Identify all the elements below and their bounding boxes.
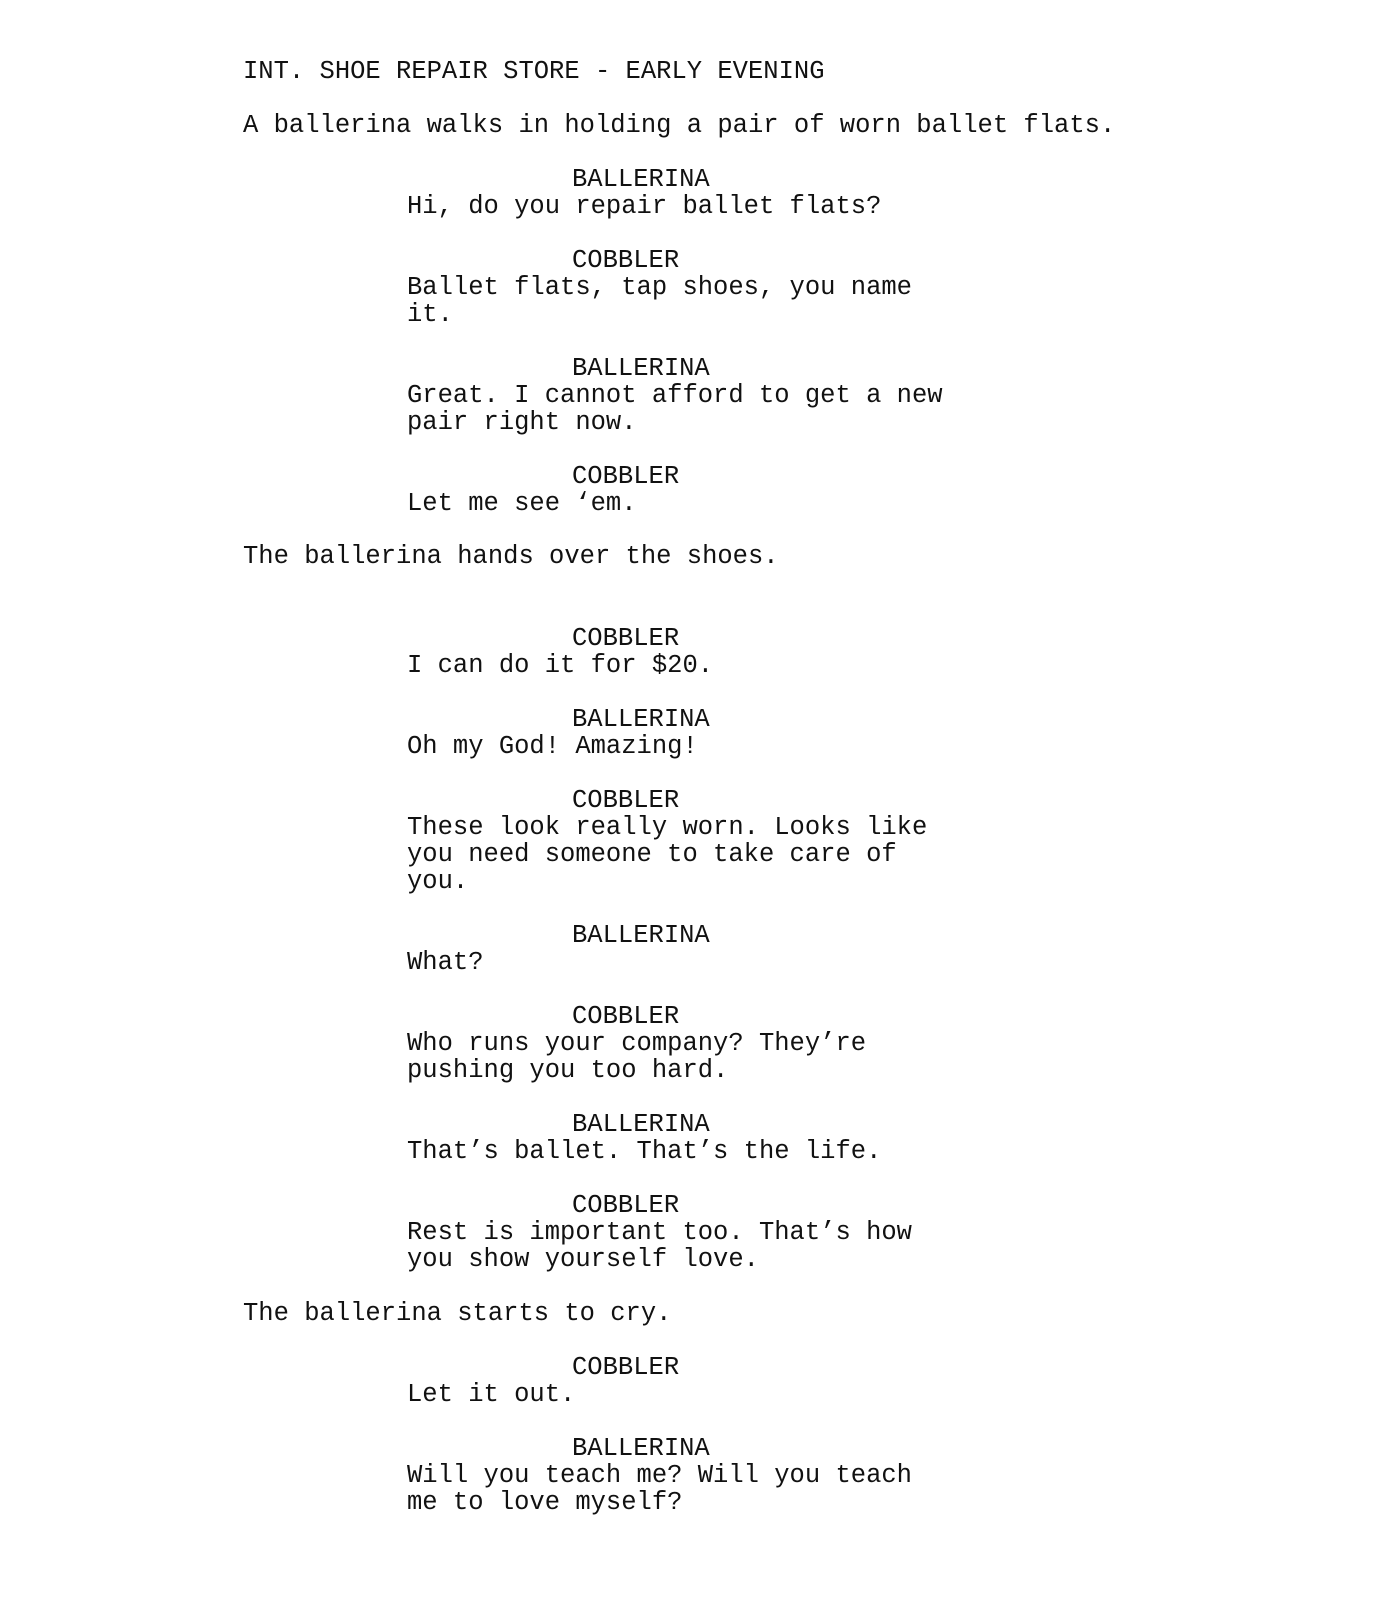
character-cue: COBBLER bbox=[572, 1353, 680, 1382]
dialogue-line: Let me see ‘em. bbox=[407, 489, 637, 518]
character-cue: BALLERINA bbox=[572, 921, 710, 950]
character-cue: COBBLER bbox=[572, 624, 680, 653]
character-cue: COBBLER bbox=[572, 1002, 680, 1031]
character-cue: BALLERINA bbox=[572, 165, 710, 194]
character-cue: COBBLER bbox=[572, 1191, 680, 1220]
dialogue-line: you. bbox=[407, 867, 469, 896]
dialogue-line: you show yourself love. bbox=[407, 1245, 759, 1274]
dialogue-line: What? bbox=[407, 948, 484, 977]
dialogue-line: Let it out. bbox=[407, 1380, 576, 1409]
dialogue-line: you need someone to take care of bbox=[407, 840, 897, 869]
dialogue-line: That’s ballet. That’s the life. bbox=[407, 1137, 882, 1166]
dialogue-line: I can do it for $20. bbox=[407, 651, 714, 680]
character-cue: BALLERINA bbox=[572, 705, 710, 734]
character-cue: BALLERINA bbox=[572, 354, 710, 383]
action-line: A ballerina walks in holding a pair of worn ballet flats. bbox=[243, 111, 1116, 140]
dialogue-line: Oh my God! Amazing! bbox=[407, 732, 698, 761]
character-cue: BALLERINA bbox=[572, 1434, 710, 1463]
action-line: The ballerina starts to cry. bbox=[243, 1299, 672, 1328]
dialogue-line: These look really worn. Looks like bbox=[407, 813, 928, 842]
dialogue-line: Who runs your company? They’re bbox=[407, 1029, 867, 1058]
dialogue-line: it. bbox=[407, 300, 453, 329]
character-cue: BALLERINA bbox=[572, 1110, 710, 1139]
character-cue: COBBLER bbox=[572, 246, 680, 275]
scene-heading: INT. SHOE REPAIR STORE - EARLY EVENING bbox=[243, 57, 825, 86]
dialogue-line: me to love myself? bbox=[407, 1488, 683, 1517]
character-cue: COBBLER bbox=[572, 786, 680, 815]
dialogue-line: Hi, do you repair ballet flats? bbox=[407, 192, 882, 221]
character-cue: COBBLER bbox=[572, 462, 680, 491]
dialogue-line: pushing you too hard. bbox=[407, 1056, 729, 1085]
action-line: The ballerina hands over the shoes. bbox=[243, 542, 779, 571]
dialogue-line: Rest is important too. That’s how bbox=[407, 1218, 912, 1247]
dialogue-line: Will you teach me? Will you teach bbox=[407, 1461, 912, 1490]
dialogue-line: Great. I cannot afford to get a new bbox=[407, 381, 943, 410]
dialogue-line: Ballet flats, tap shoes, you name bbox=[407, 273, 912, 302]
dialogue-line: pair right now. bbox=[407, 408, 637, 437]
